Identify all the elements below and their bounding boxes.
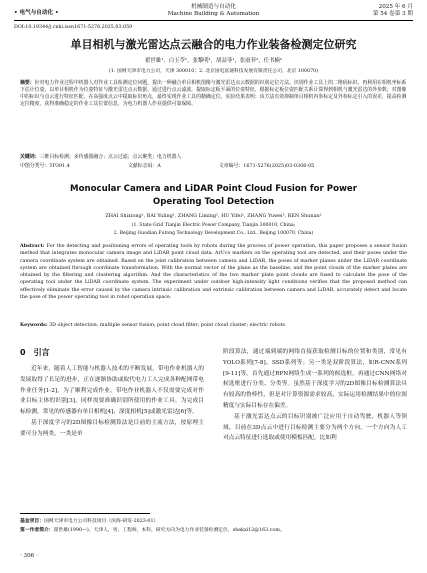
title-cn: 单目相机与激光雷达点云融合的电力作业装备检测定位研究 [70, 38, 357, 51]
body-paragraph: 基于激光雷达点云的目标识别被广泛应用于自动驾驶、机器人等领域。目前在3D点云中进行目标检测主要分为两个方向，一个方向为人工对点云特征进行选取或使用模板匹配，比如利 [223, 413, 407, 442]
journal-name-en: Machine Building & Automation [167, 11, 260, 17]
journal-name [0, 4, 427, 18]
classification-cn [20, 162, 372, 169]
footnote-divider [20, 513, 150, 514]
header-divider [14, 20, 413, 21]
footnote-author-label: 第一作者简介： [20, 527, 54, 533]
document-code: 文献标志码：A [127, 163, 161, 169]
abstract-cn-text: 针对电力作业过程中机器人对作业工具检测定位问题，提出一种融合单目相机图像与激光雷达点云数据的识别定位方法。识别作业工具上的二维码标识，再利用在相机坐标系下估计位姿，以单目相机作为位姿特征与激光雷达点云数据，通过进行点云滤波，提取标定板平面的位姿特征，根据标定板位姿匹配关系计算得到相机与激光雷达的外参数；对图像中的标识与点云进行特征匹配，在高强度点云中提取标识角点，最终实现作业工具的精确定位。实验结果表明：该方法有效抑制单目相机内参标定及外参标定引入的误差，提高检测定位精度，获得准确稳定的作业工具位置信息，为电力机器人作业提供可靠保障。 [20, 80, 407, 108]
body-paragraph: 基于深度学习的2D图像目标检测算法是目前的主流方法，按原理主要可分为两类，一类是单 [20, 419, 204, 437]
body-column-left [20, 364, 204, 440]
authors-cn: 翟世雄¹，白玉苓¹，张黎明¹，胡益菲¹，张雨菲²，任书楠² [145, 58, 282, 64]
section-tag: • 电气与自动化 • [14, 10, 59, 16]
issue-date: 2025 年 6 月 [378, 4, 413, 10]
clc-number: 中图分类号：TP391.4 [20, 163, 70, 169]
abstract-en [20, 243, 407, 301]
footnote-fund-label: 基金项目： [20, 518, 44, 524]
abstract-en-text: For the detecting and positioning errors of operating tools by robots during the process of power operation, this paper proposes a sensor fusion method that integrates monocular camera image and LiDAR point cloud data. ArUco markers on the operating tool are detected, and their poses under the camera coordinate system are obtained. Based on the joint calibration between camera and LiDAR, the poses of marker planes under the LiDAR coordinate system are obtained through coordinate transformation. With the normal vector of the plane as the baseline, and the point clouds of the marker plates are obtained by the filtering and clustering algorithm. And the characteristics of the two marker plate point clouds are fused to calculate the pose of the operating tool under the LiDAR coordinate system. The experiment under outdoor high-intensity light conditions verifies that the proposed method can effectively eliminate the error caused by the camera intrinsic calibration and extrinsic calibration between camera and LiDAR, accurately detect and locate the pose of the power operating tool in robot operation space. [20, 244, 407, 301]
body-paragraph: 近年来，随着人工智能与机器人技术的不断发展，带电作业机器人的发展取得了长足的进步，正在逐渐协助或取代电力工人完成各种配网带电作业任务[1-2]。为了顺利完成作业，带电作业机器人不仅需要完成对作业目标主体的识别[3]，同样需要准确识别所使用的作业工具。为完成目标检测，常见的传感器有单目相机[4]、深度相机[5]或激光雷达[6]等。 [20, 366, 204, 416]
keywords-cn-label: 关键词： [20, 154, 40, 160]
title-en: Monocular Camera and LiDAR Point Cloud Fusion for Power Operating Tool Detection [70, 184, 357, 207]
page-number: · 306 · [20, 553, 38, 559]
affiliation-en [0, 222, 427, 238]
keywords-en-text: 3D object detection; multiple sensor fusion; point cloud filter; point cloud cluster; electric robots [49, 323, 286, 328]
footnote-author [20, 526, 410, 533]
footnote-author-text: 翟世雄(1990—)，天津人，男，工程师，本科，研究方向为电力作业装备检测定位，shekxi12@163.com。 [53, 528, 285, 533]
authors-en: ZHAI Shixiong¹, BAI Yuling¹, ZHANG Liming¹, HU Yifei¹, ZHANG Yuwei², REN Shunan² [105, 213, 322, 219]
article-number: 文章编号：1671-5276(2025)03-0306-05 [218, 163, 315, 169]
section-heading-intro: 0 引言 [20, 348, 50, 357]
issue-volume: 第 54 卷第 3 期 [372, 11, 413, 17]
affiliation-en-2: 2. Beijing Guodian Futong Technology Development Co., Ltd., Beijing 100070, China) [113, 231, 314, 236]
footnote-fund-text: 国网天津市电力公司科技项目（滨海-研发-2023-01） [44, 519, 159, 524]
doi: DOI:10.19344/j.cnki.issn1671-5276.2025.03.059 [14, 25, 133, 30]
keywords-cn [20, 153, 407, 160]
issue-info [373, 4, 413, 18]
affiliation-en-1: (1. State Grid Tianjin Electric Power Company, Tianjin 300010, China; [131, 223, 296, 228]
body-paragraph: 阶段算法，通过端到端的网络直接获取检测目标的位置和类别，常见有YOLO系列[7-8]、SSD系列等；另一类是双阶段算法，如R-CNN系列[9-11]等，首先通过RPN网络生成一系列的候选框，再通过CNN网络对候选框进行分类、分类等。虽然基于深度学习的2D图像目标检测算法具有较高的鲁棒性，但是对计算资源需求较高，实际运用检测结果中的位图精度与实际目标存在偏差。 [223, 349, 407, 409]
keywords-cn-text: 三维目标检测；多传感器融合；点云过滤；点云聚类；电力机器人 [39, 154, 182, 160]
journal-name-cn: 机械制造与自动化 [191, 4, 236, 10]
abstract-cn [20, 80, 407, 108]
affiliation-cn: (1. 国网天津市电力公司，天津 300010；2. 北京国电富通科技发展有限责任公司，北京 100070) [108, 69, 319, 74]
keywords-en-label: Keywords: [20, 322, 48, 328]
footnote-fund [20, 517, 410, 524]
body-column-right [223, 347, 407, 444]
keywords-en [20, 322, 407, 329]
abstract-cn-label: 摘要： [20, 80, 35, 86]
abstract-en-label: Abstract: [20, 243, 45, 249]
